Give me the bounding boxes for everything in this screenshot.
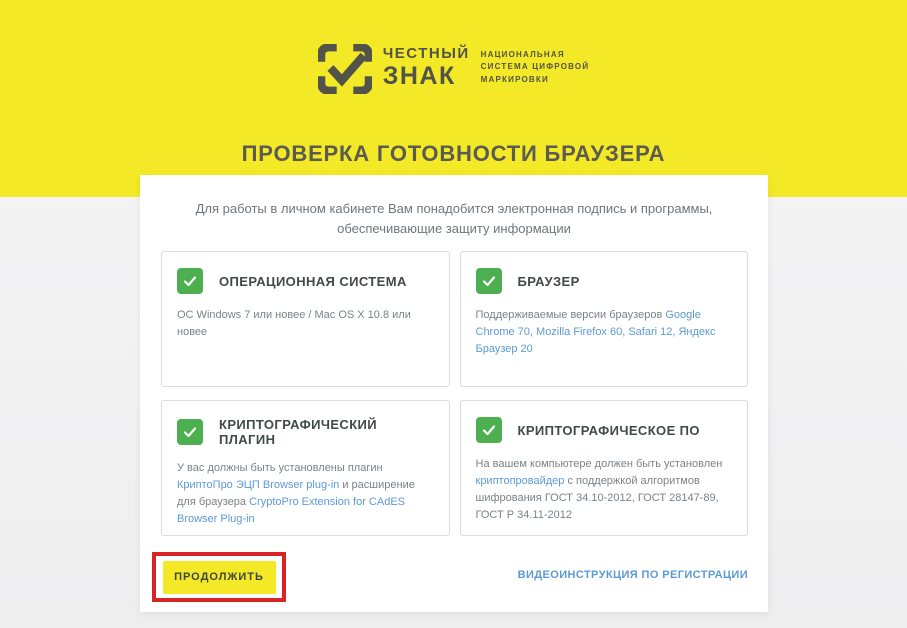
intro-line-1: Для работы в личном кабинете Вам понадобится электронная подпись и программы, <box>195 201 713 216</box>
card-title: КРИПТОГРАФИЧЕСКИЙ ПЛАГИН <box>219 417 378 447</box>
card-body <box>177 460 434 528</box>
brand-logo <box>0 44 907 94</box>
card-browser-text: Поддерживаемые версии браузеров <box>475 309 666 321</box>
card-os-text: ОС Windows 7 или новее / Mac OS X 10.8 или новее <box>177 309 411 339</box>
card-browser <box>460 251 749 387</box>
card-software-text-suffix: с поддержкой алгоритмов шифрования ГОСТ 34.10-2012, ГОСТ 28147-89, ГОСТ Р 34.11-2012 <box>475 475 719 522</box>
crypto-provider-link[interactable]: криптопровайдер <box>475 475 565 488</box>
card-head <box>476 417 733 443</box>
brand-name-line2: ЗНАК <box>382 62 456 90</box>
card-body <box>476 456 733 524</box>
cryptopro-extension-link[interactable]: CryptoPro Extension for CAdES Browser Plug-in <box>177 496 405 526</box>
header-yellow-band <box>0 0 907 197</box>
brand-name-line1: ЧЕСТНЫЙ <box>382 45 470 62</box>
card-operating-system <box>161 251 450 387</box>
brand-checkmark-icon <box>318 44 372 94</box>
red-highlight-box <box>152 552 286 602</box>
video-instruction-link[interactable]: ВИДЕОИНСТРУКЦИЯ ПО РЕГИСТРАЦИИ <box>517 569 748 581</box>
card-plugin-text-middle: и расширение для браузера <box>177 479 415 509</box>
check-cards-grid <box>161 251 748 536</box>
success-check-icon <box>476 268 502 294</box>
card-head <box>177 268 434 294</box>
card-title: КРИПТОГРАФИЧЕСКОЕ ПО <box>517 422 700 438</box>
intro-line-2: обеспечивающие защиту информации <box>337 221 571 237</box>
card-head <box>476 268 733 294</box>
continue-button[interactable]: ПРОДОЛЖИТЬ <box>163 561 276 594</box>
intro-text <box>140 199 768 239</box>
brand-tagline <box>481 44 590 86</box>
success-check-icon <box>177 268 203 294</box>
content-panel <box>140 175 768 612</box>
card-crypto-plugin <box>161 400 450 536</box>
card-title: ОПЕРАЦИОННАЯ СИСТЕМА <box>219 273 407 289</box>
page-title: ПРОВЕРКА ГОТОВНОСТИ БРАУЗЕРА <box>241 141 666 166</box>
supported-browsers-link[interactable]: Google Chrome 70, Mozilla Firefox 60, Safari 12, Яндекс Браузер 20 <box>475 309 716 356</box>
card-title: БРАУЗЕР <box>517 273 580 289</box>
card-body <box>476 307 733 358</box>
card-plugin-text: У вас должны быть установлены плагин <box>177 462 383 474</box>
card-head <box>177 417 434 447</box>
card-body <box>177 307 434 341</box>
brand-tagline-line: МАРКИРОВКИ <box>480 74 549 84</box>
brand-name <box>383 44 470 89</box>
brand-tagline-line: СИСТЕМА ЦИФРОВОЙ <box>480 62 590 72</box>
brand-tagline-line: НАЦИОНАЛЬНАЯ <box>480 50 565 59</box>
success-check-icon <box>476 417 502 443</box>
success-check-icon <box>177 419 203 445</box>
card-crypto-software <box>460 400 749 536</box>
card-software-text: На вашем компьютере должен быть установлен <box>475 458 723 470</box>
cryptopro-plugin-link[interactable]: КриптоПро ЭЦП Browser plug-in <box>177 479 340 492</box>
